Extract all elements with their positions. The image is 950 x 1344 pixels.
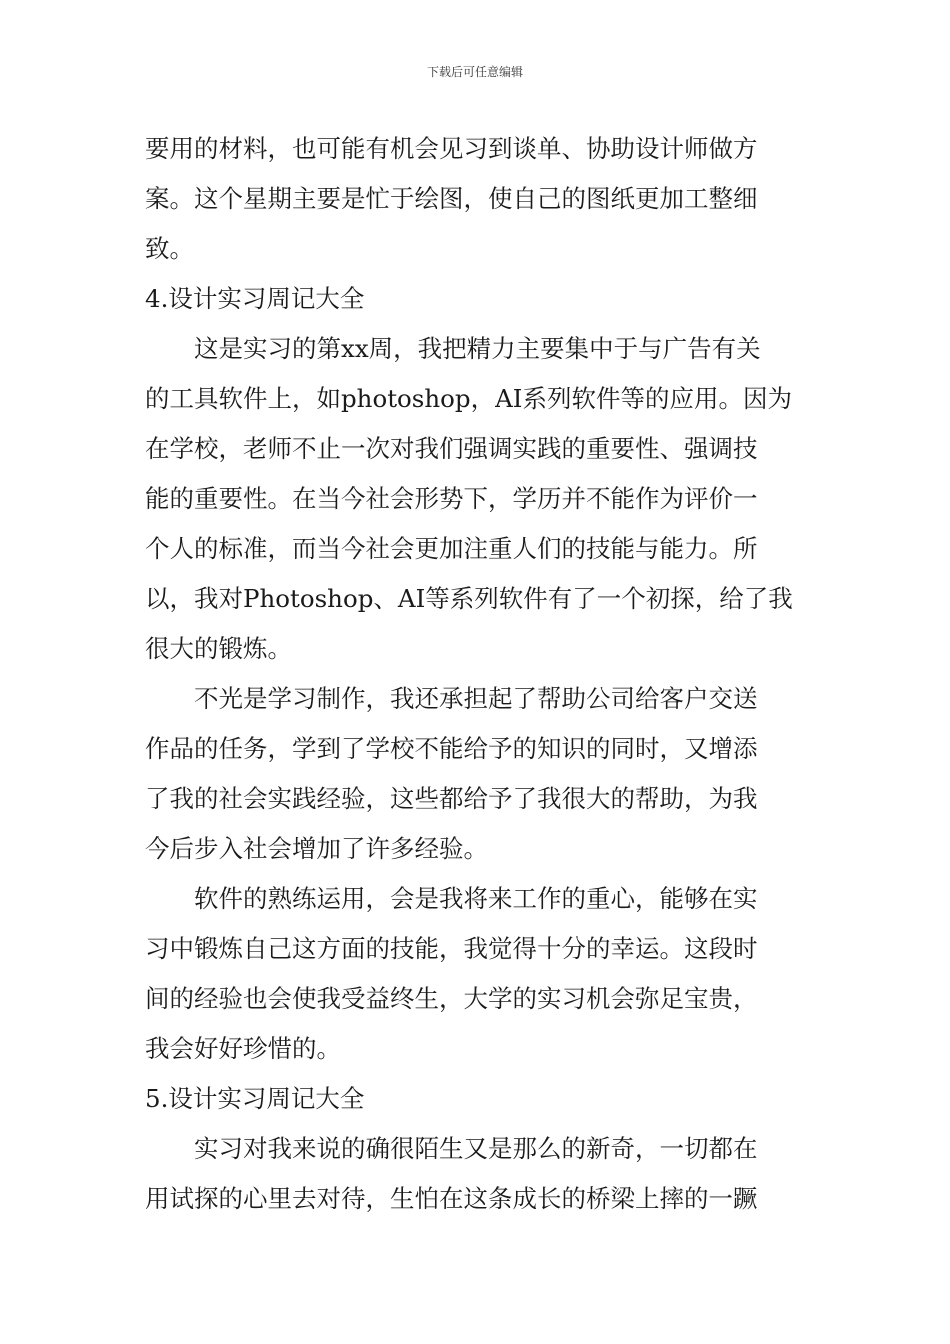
page-header: 下载后可任意编辑 <box>426 65 523 79</box>
text-line: 不光是学习制作，我还承担起了帮助公司给客户交送 <box>145 684 758 713</box>
text-line: 在学校，老师不止一次对我们强调实践的重要性、强调技 <box>145 434 758 463</box>
text-line: 个人的标准，而当今社会更加注重人们的技能与能力。所 <box>145 534 758 563</box>
text-line: 很大的锻炼。 <box>145 634 292 663</box>
document-body <box>145 124 807 1224</box>
text-line: 能的重要性。在当今社会形势下，学历并不能作为评价一 <box>145 484 758 513</box>
text-line: 这是实习的第xx周，我把精力主要集中于与广告有关 <box>145 334 761 363</box>
text-line: 致。 <box>145 234 194 263</box>
text-line: 实习对我来说的确很陌生又是那么的新奇，一切都在 <box>145 1134 758 1163</box>
text-line: 我会好好珍惜的。 <box>145 1034 341 1063</box>
text-line: 习中锻炼自己这方面的技能，我觉得十分的幸运。这段时 <box>145 934 758 963</box>
text-line: 软件的熟练运用，会是我将来工作的重心，能够在实 <box>145 884 758 913</box>
text-line: 用试探的心里去对待，生怕在这条成长的桥梁上摔的一蹶 <box>145 1184 758 1213</box>
text-line: 案。这个星期主要是忙于绘图，使自己的图纸更加工整细 <box>145 184 758 213</box>
text-line: 今后步入社会增加了许多经验。 <box>145 834 488 863</box>
text-line: 了我的社会实践经验，这些都给予了我很大的帮助，为我 <box>145 784 758 813</box>
text-line: 要用的材料，也可能有机会见习到谈单、协助设计师做方 <box>145 134 758 163</box>
text-line: 作品的任务，学到了学校不能给予的知识的同时，又增添 <box>145 734 758 763</box>
text-line: 的工具软件上，如photoshop，AI系列软件等的应用。因为 <box>145 384 792 413</box>
text-line: 间的经验也会使我受益终生，大学的实习机会弥足宝贵， <box>145 984 758 1013</box>
text-line: 以，我对Photoshop、AI等系列软件有了一个初探，给了我 <box>145 584 793 613</box>
section-heading: 5.设计实习周记大全 <box>145 1084 365 1113</box>
section-heading: 4.设计实习周记大全 <box>145 284 365 313</box>
